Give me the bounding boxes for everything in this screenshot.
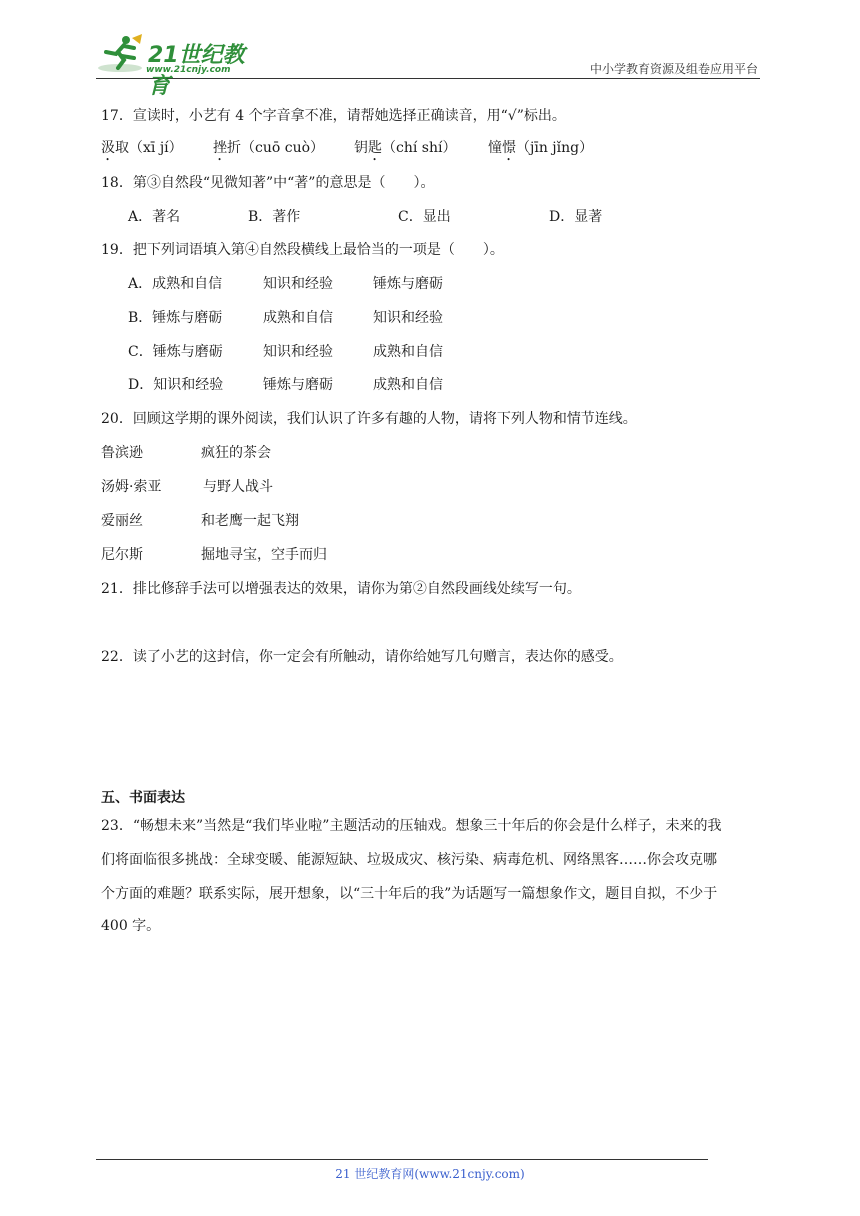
footer-divider [96,1159,708,1160]
q17-item-1[interactable]: 汲取（xī jí） [101,140,183,156]
q17-stem: 17．宣读时，小艺有 4 个字音拿不准，请帮她选择正确读音，用“√”标出。 [101,108,566,124]
q20-plot-3[interactable]: 和老鹰一起飞翔 [201,513,299,529]
q20-name-4[interactable]: 尼尔斯 [101,547,143,563]
q17-item-2[interactable]: 挫折（cuō cuò） [213,140,325,156]
q20-plot-4[interactable]: 掘地寻宝，空手而归 [201,547,327,563]
q20-name-2[interactable]: 汤姆·索亚 [101,479,162,495]
q23-line-4: 400 字。 [101,918,161,934]
q20-stem: 20．回顾这学期的课外阅读，我们认识了许多有趣的人物，请将下列人物和情节连线。 [101,411,637,427]
q17-item-3[interactable]: 钥匙（chí shí） [354,140,457,156]
q20-plot-2[interactable]: 与野人战斗 [203,479,273,495]
q21-stem: 21．排比修辞手法可以增强表达的效果，请你为第②自然段画线处续写一句。 [101,581,581,597]
q18-option-d[interactable]: D．显著 [549,209,603,225]
q17-item-1-char: 汲 [101,140,115,156]
q18-stem: 18．第③自然段“见微知著”中“著”的意思是（ ）。 [101,175,435,191]
logo-url: www.21cnjy.com [146,65,231,75]
q17-item-2-char: 挫 [213,140,227,156]
q20-plot-1[interactable]: 疯狂的茶会 [201,445,271,461]
q18-option-a[interactable]: A．著名 [128,209,181,225]
platform-name: 中小学教育资源及组卷应用平台 [589,62,758,76]
q23-line-3: 个方面的难题？联系实际，展开想象，以“三十年后的我”为话题写一篇想象作文，题目自拟，不少于 [101,886,718,902]
page-header [96,32,760,99]
q20-name-3[interactable]: 爱丽丝 [101,513,143,529]
q18-option-b[interactable]: B．著作 [248,209,301,225]
q17-item-4[interactable]: 憧憬（jīn jǐng） [488,140,594,156]
q22-stem: 22．读了小艺的这封信，你一定会有所触动，请你给她写几句赠言，表达你的感受。 [101,649,623,665]
site-logo [96,32,266,99]
q17-item-1-pinyin: （xī jí） [129,140,183,156]
q18-option-c[interactable]: C．显出 [398,209,451,225]
q20-name-1[interactable]: 鲁滨逊 [101,445,143,461]
footer-link[interactable]: 21 世纪教育网(www.21cnjy.com) [335,1167,525,1181]
runner-logo-icon [96,32,148,76]
section-title: 五、书面表达 [101,790,185,806]
q17-item-4-char: 憬 [502,140,516,156]
q23-line-2: 们将面临很多挑战：全球变暖、能源短缺、垃圾成灾、核污染、病毒危机、网络黑客……你会攻克哪 [101,852,717,868]
q19-stem: 19．把下列词语填入第④自然段横线上最恰当的一项是（ ）。 [101,242,504,258]
logo-text: 21世纪教育 [148,43,245,99]
q17-item-2-pinyin: （cuō cuò） [241,140,325,156]
q17-item-3-pinyin: （chí shí） [382,140,457,156]
q17-item-4-pinyin: （jīn jǐng） [516,140,594,156]
q23-line-1: 23．“畅想未来”当然是“我们毕业啦”主题活动的压轴戏。想象三十年后的你会是什么样子，未来的我 [101,818,722,834]
q17-item-3-char: 匙 [368,140,382,156]
